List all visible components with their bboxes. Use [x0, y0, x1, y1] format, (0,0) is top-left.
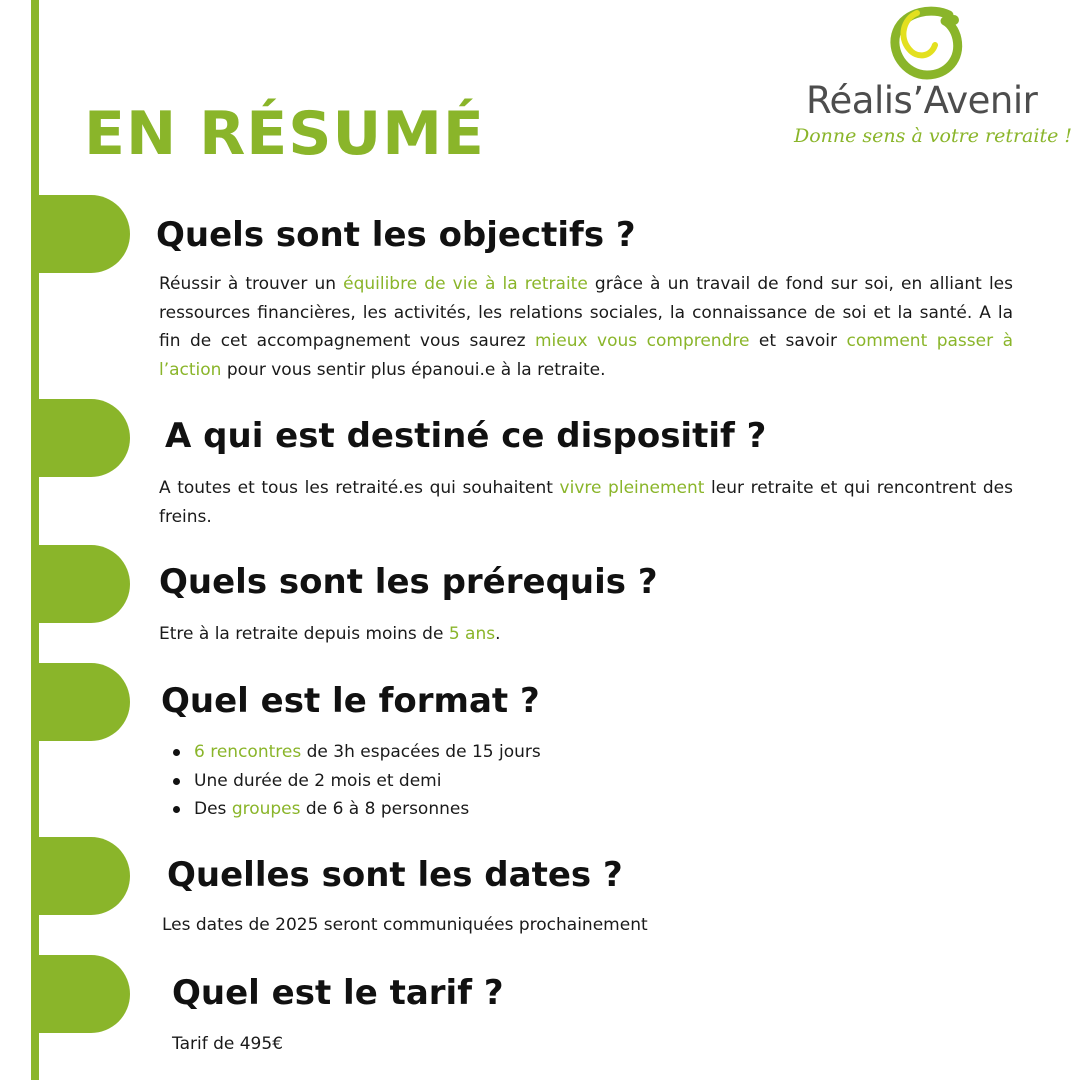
- body-text: .: [495, 624, 501, 644]
- section-heading-dates: Quelles sont les dates ?: [167, 855, 623, 895]
- body-text: Une durée de 2 mois et demi: [194, 770, 442, 791]
- section-text-objectives: [159, 270, 1013, 384]
- section-tab-1: [31, 195, 130, 273]
- section-tab-4: [31, 663, 130, 741]
- section-text-price: Tarif de 495€: [172, 1034, 284, 1054]
- list-item: [172, 738, 541, 767]
- body-text: pour vous sentir plus épanoui.e à la retraite.: [221, 359, 606, 380]
- body-text: Réussir à trouver un: [159, 274, 344, 294]
- body-text: Des: [194, 799, 232, 819]
- section-text-prerequisites: [159, 620, 1013, 649]
- left-accent-bar: [31, 0, 39, 1080]
- highlight-text: vivre pleinement: [559, 478, 705, 498]
- body-text: Etre à la retraite depuis moins de: [159, 624, 449, 644]
- body-text: A toutes et tous les retraité.es qui souhaitent: [159, 478, 560, 498]
- highlight-text: 6 rencontres: [194, 742, 302, 762]
- body-text: leur retraite et qui rencontrent des freins.: [159, 478, 1014, 527]
- section-heading-objectives: Quels sont les objectifs ?: [156, 215, 636, 255]
- list-item: [172, 767, 541, 796]
- highlight-text: comment passer à l’action: [159, 331, 1013, 380]
- section-tab-6: [31, 955, 130, 1033]
- brand-name: Réalis’Avenir: [806, 79, 1038, 122]
- highlight-text: équilibre de vie à la retraite: [343, 274, 588, 294]
- brand-tagline: Donne sens à votre retraite !: [794, 125, 1072, 147]
- list-item: [172, 795, 541, 824]
- section-heading-format: Quel est le format ?: [161, 681, 540, 721]
- section-tab-5: [31, 837, 130, 915]
- section-tab-2: [31, 399, 130, 477]
- green-swirl-circle-icon: [887, 5, 967, 81]
- section-text-audience: [159, 474, 1013, 531]
- highlight-text: 5 ans: [448, 624, 496, 644]
- body-text: de 6 à 8 personnes: [300, 799, 470, 819]
- section-tab-3: [31, 545, 130, 623]
- page-title: EN RÉSUMÉ: [84, 99, 485, 169]
- body-text: de 3h espacées de 15 jours: [301, 742, 541, 762]
- section-heading-prerequisites: Quels sont les prérequis ?: [159, 562, 658, 602]
- body-text: et savoir: [749, 331, 847, 351]
- body-text: grâce à un travail de fond sur soi, en alliant les ressources financières, les activités, les relations sociales, la connaissance de soi et la santé. A la fin de cet accompagnement vous saurez: [159, 274, 1013, 351]
- section-heading-audience: A qui est destiné ce dispositif ?: [165, 416, 767, 456]
- format-list: [172, 738, 541, 824]
- highlight-text: mieux vous comprendre: [535, 331, 750, 351]
- highlight-text: groupes: [231, 799, 301, 819]
- section-text-dates: Les dates de 2025 seront communiquées prochainement: [162, 915, 648, 935]
- section-heading-price: Quel est le tarif ?: [172, 973, 504, 1013]
